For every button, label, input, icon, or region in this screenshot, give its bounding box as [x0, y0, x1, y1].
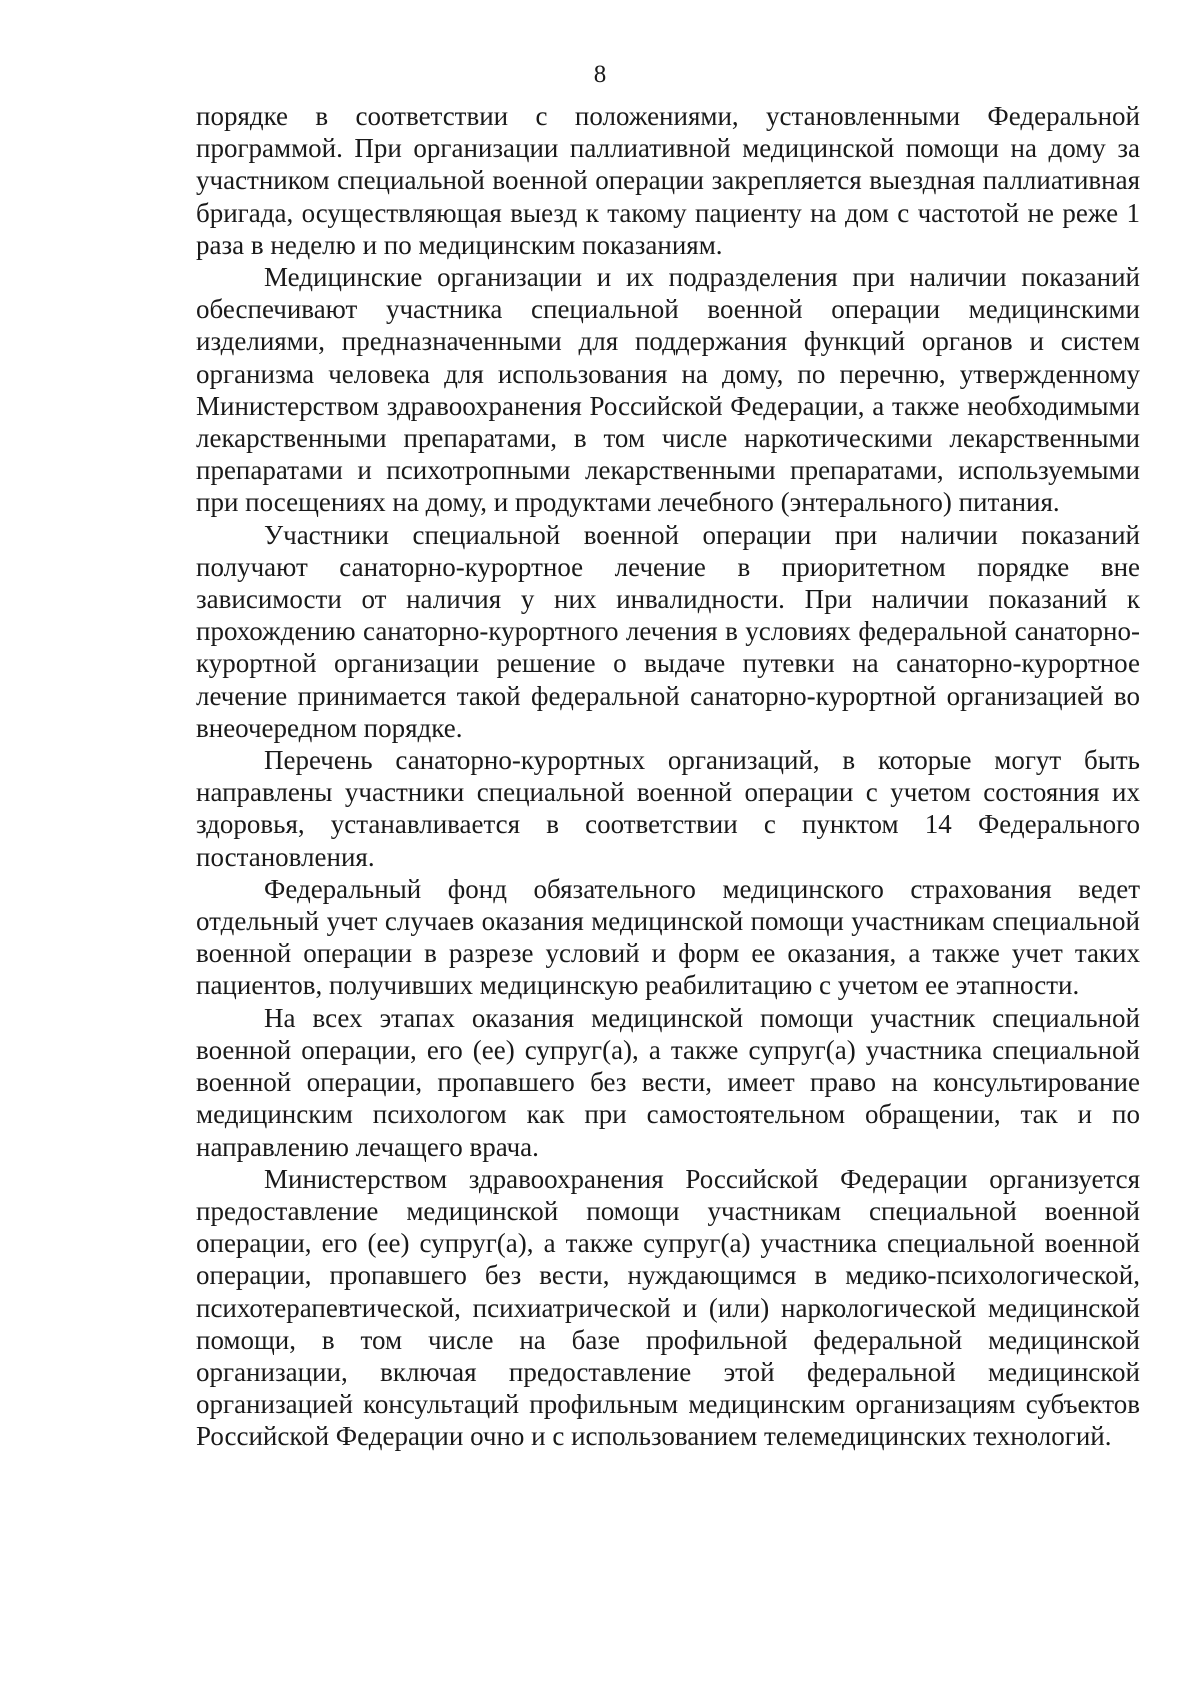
paragraph-sanatorium-list: Перечень санаторно-курортных организаций, в которые могут быть направлены участники специальной военной операции с учетом состояния их здоровья, устанавливается в соответствии с пунктом 14 Федерального постановления. [196, 745, 1140, 872]
paragraph-sanatorium-treatment: Участники специальной военной операции при наличии показаний получают санаторно-курортное лечение в приоритетном порядке вне зависимости от наличия у них инвалидности. При наличии показаний к прохождению санаторно-курортного лечения в условиях федеральной санаторно-курортной организации решение о выдаче путевки на санаторно-курортное лечение принимается такой федеральной санаторно-курортной организацией во внеочередном порядке. [196, 519, 1140, 743]
paragraph-continuation: порядке в соответствии с положениями, установленными Федеральной программой. При организации паллиативной медицинской помощи на дому за участником специальной военной операции закрепляется выездная паллиативная бригада, осуществляющая выезд к такому пациенту на дом с частотой не реже 1 раза в неделю и по медицинским показаниям. [196, 101, 1140, 260]
paragraph-insurance-fund: Федеральный фонд обязательного медицинского страхования ведет отдельный учет случаев оказания медицинской помощи участникам специальной военной операции в разрезе условий и форм ее оказания, а также учет таких пациентов, получивших медицинскую реабилитацию с учетом ее этапности. [196, 873, 1140, 1001]
page-number: 8 [593, 61, 607, 88]
paragraph-ministry: Министерством здравоохранения Российской Федерации организуется предоставление медицинской помощи участникам специальной военной операции, его (ее) супруг(а), а также супруг(а) участника специальной военной операции, пропавшего без вести, нуждающимся в медико-психологической, психотерапевтической, психиатрической и (или) наркологической медицинской помощи, в том числе на базе профильной федеральной медицинской организации, включая предоставление этой федеральной медицинской организацией консультаций профильным медицинским организациям субъектов Российской Федерации очно и с использованием телемедицинских технологий. [196, 1163, 1140, 1452]
document-body [196, 100, 1140, 1453]
paragraph-medical-devices: Медицинские организации и их подразделения при наличии показаний обеспечивают участника специальной военной операции медицинскими изделиями, предназначенными для поддержания функций органов и систем организма человека для использования на дому, по перечню, утвержденному Министерством здравоохранения Российской Федерации, а также необходимыми лекарственными препаратами, в том числе наркотическими лекарственными препаратами и психотропными лекарственными препаратами, используемыми при посещениях на дому, и продуктами лечебного (энтерального) питания. [196, 262, 1140, 518]
paragraph-psychologist: На всех этапах оказания медицинской помощи участник специальной военной операции, его (ее) супруг(а), а также супруг(а) участника специальной военной операции, пропавшего без вести, имеет право на консультирование медицинским психологом как при самостоятельном обращении, так и по направлению лечащего врача. [196, 1002, 1140, 1162]
